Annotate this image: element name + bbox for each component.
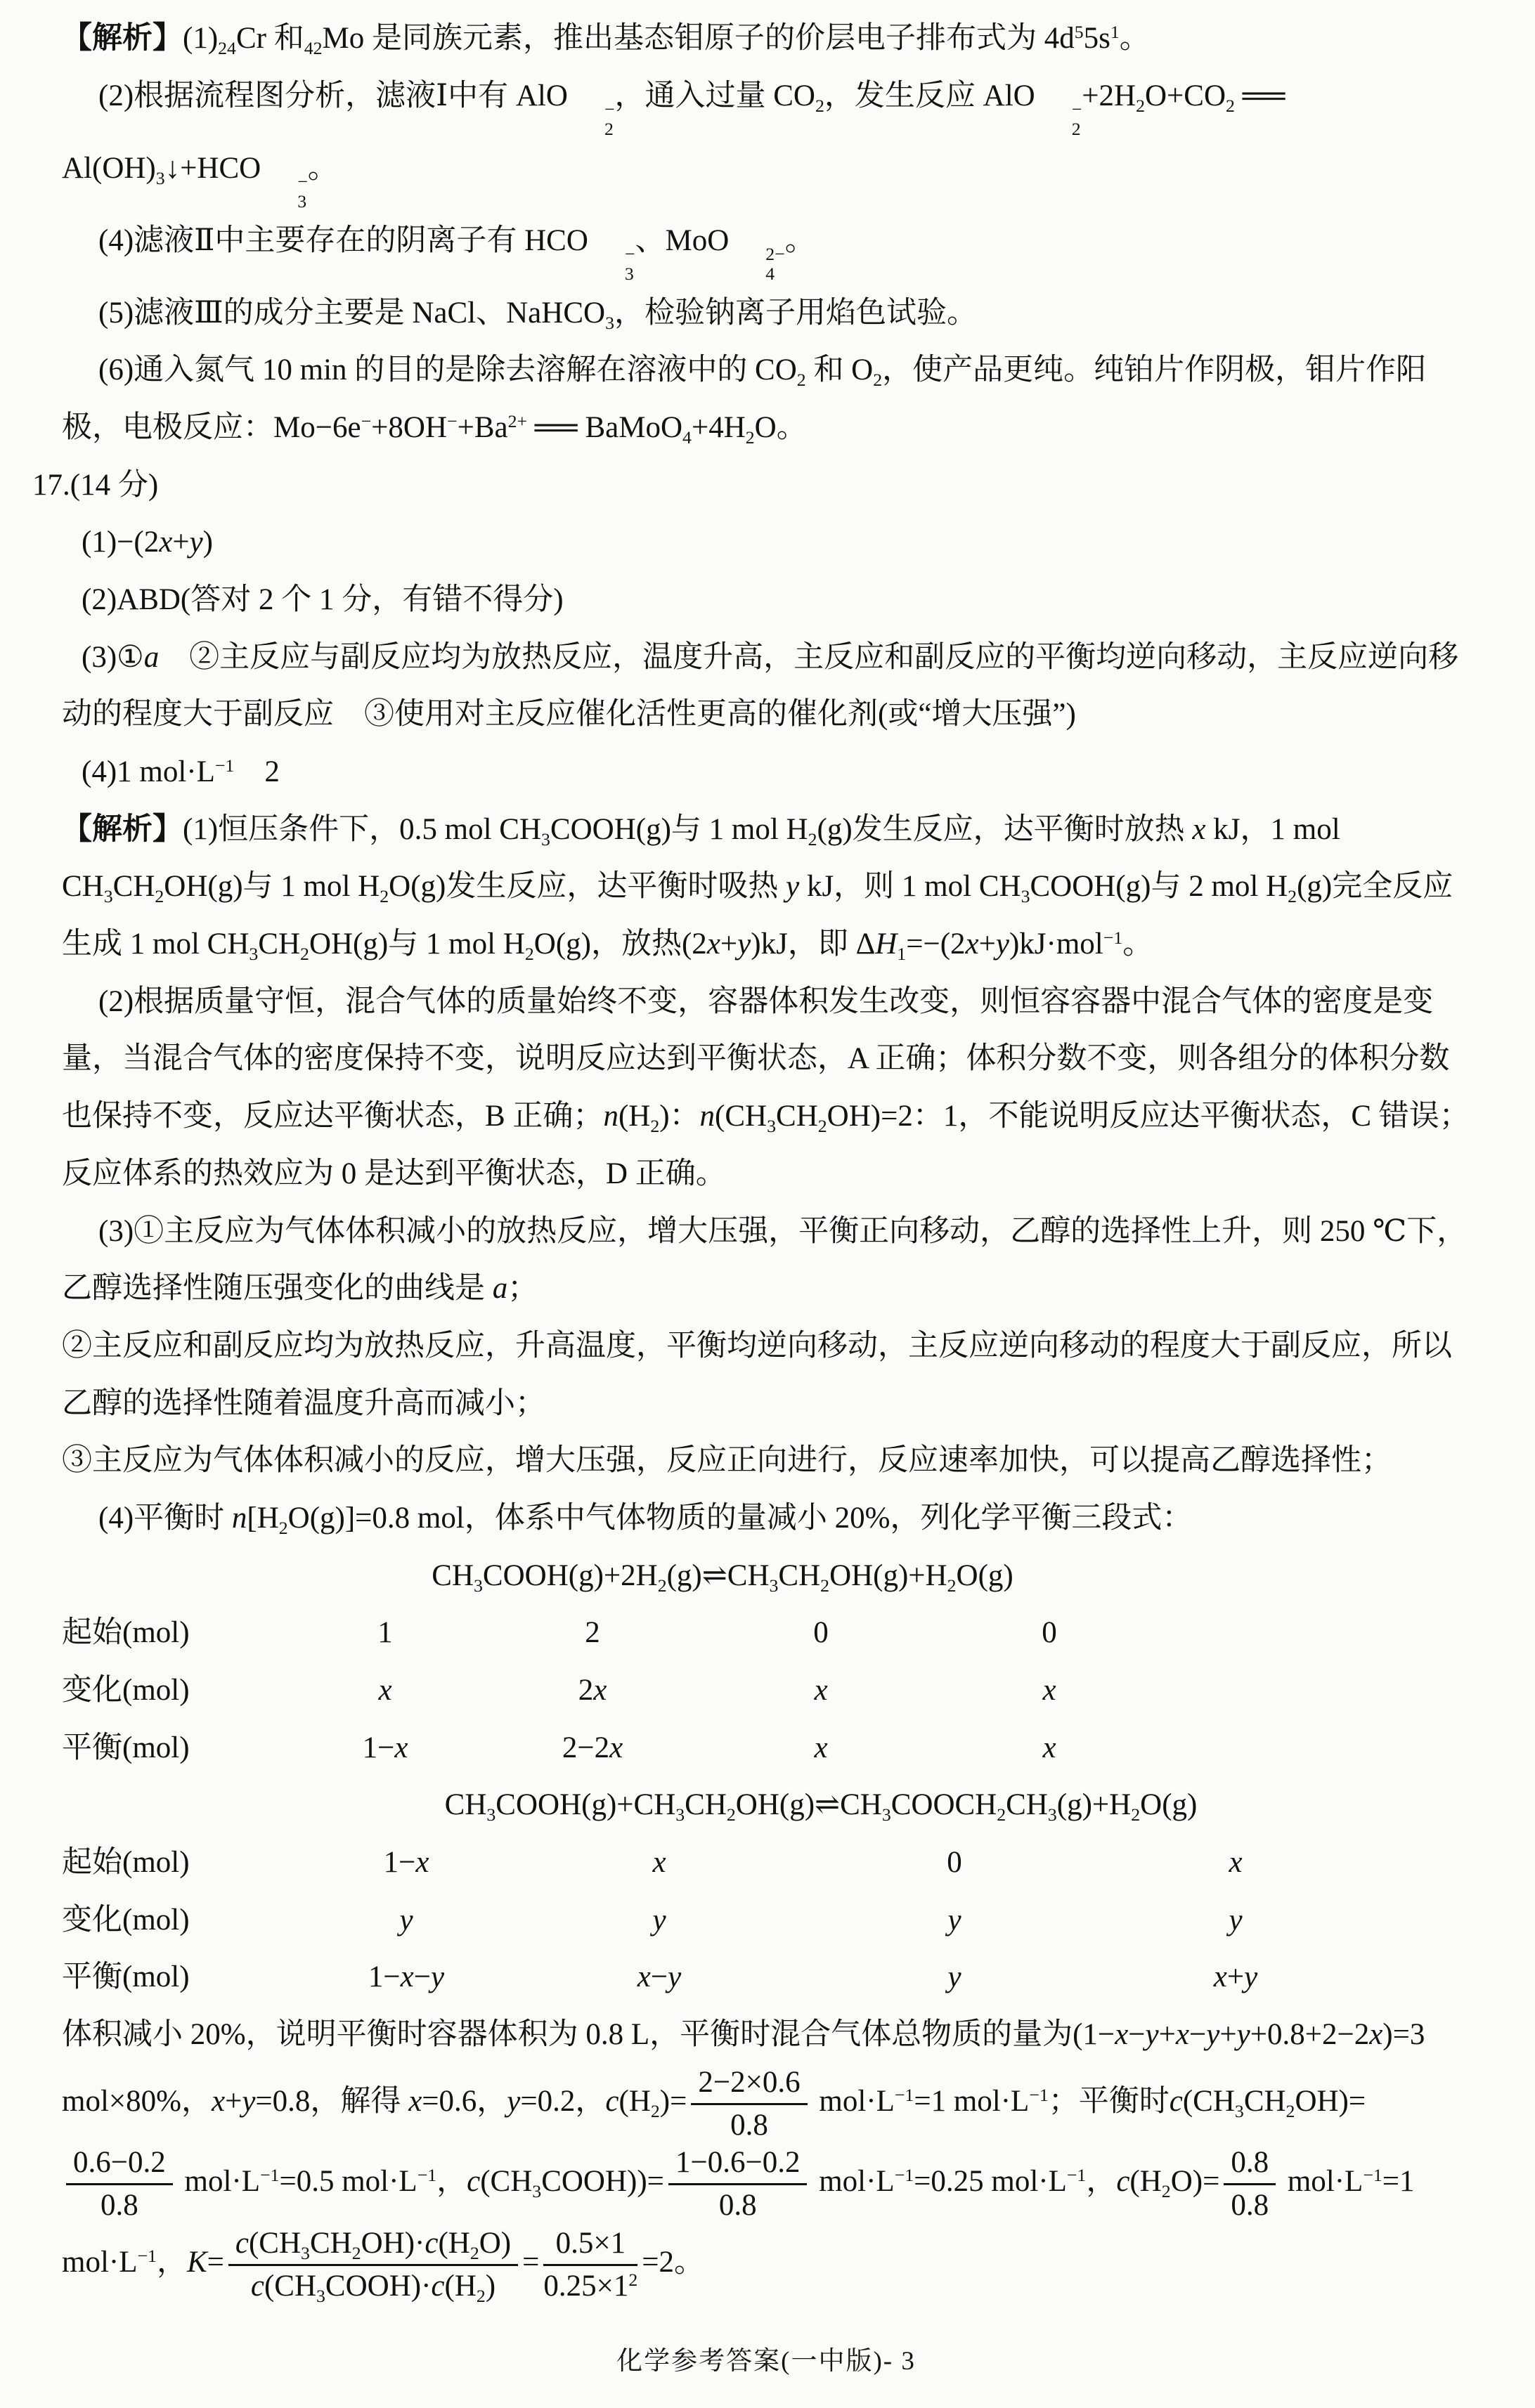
reaction-equation: $CH_3COOH(g)+CH_3CH_2OH(g)\rightleftharpoons CH_3COOCH_2CH_3(g)+H_2O(g)$ [444, 1788, 1198, 1825]
table-cell: 0 [1042, 1616, 1057, 1650]
table-cell: 2x [578, 1674, 607, 1707]
paragraph: ③主反应为气体体积减小的反应，增大压强，反应正向进行，反应速率加快，可以提高乙醇选择性； [62, 1444, 1392, 1478]
table-cell: x [814, 1674, 828, 1707]
paragraph: (4)滤液Ⅱ中主要存在的阴离子有 HCO − 3 、MoO 2− 4 。 [98, 223, 815, 285]
table-cell: x [652, 1846, 666, 1880]
paragraph: 体积减小 20%，说明平衡时容器体积为 0.8 L，平衡时混合气体总物质的量为(1−x−y+x−y+y+0.8+2−2x)=3 mol×80%，x+y=0.8，解得 x=0.6，y=0.2，$c(H_2)=$ $\frac{2-2\times 0.6}{0.8}$ $mol\cdot L^{-1}=1$ $mol\cdot L^{-1}$；平衡时$c(CH_3CH_2OH)=$ $\frac{0.6-0.2}{0.8}$ $mol\cdot L^{-1}=0.5$ $mol\cdot L^{-1}$，$c(CH_3COOH))=$ $\frac{1-0.6-0.2}{0.8}$ $mol\cdot L^{-1}=0.25$ $mol\cdot L^{-1}$，$c(H_2O)=$ $\frac{0.8}{0.8}$ $mol\cdot L^{-1}=1$ $mol\cdot L^{-1}$，K= $\frac{c(CH_3CH_2OH)\cdot c(H_2O)}{c(CH_3COOH)\cdot c(H_2)}$ = $\frac{0.5\times 1}{0.25\times 1^2}$ =2。 [62, 2018, 1425, 2306]
paragraph: (3)①主反应为气体体积减小的放热反应，增大压强，平衡正向移动，乙醇的选择性上升，则 250 ℃下，乙醇选择性随压强变化的曲线是 a； [62, 1214, 1468, 1306]
table-cell: y [399, 1903, 413, 1937]
row-label: 起始(mol) [62, 1616, 190, 1650]
paragraph: (2)根据质量守恒，混合气体的质量始终不变，容器体积发生改变，则恒容容器中混合气体的密度是变量，当混合气体的密度保持不变，说明反应达到平衡状态，A 正确；体积分数不变，则各组分的体积分数也保持不变，反应达平衡状态，B 正确；$n(H_2)$：$n(CH_3CH_2OH)=2$：1，不能说明反应达平衡状态，C 错误；反应体系的热效应为 0 是达到平衡状态，D 正确。 [62, 984, 1470, 1190]
table-cell: x [1042, 1731, 1056, 1764]
paragraph: (3)①a ②主反应与副反应均为放热反应，温度升高，主反应和副反应的平衡均逆向移动，主反应逆向移动的程度大于副反应 ③使用对主反应催化活性更高的催化剂(或“增大压强”) [62, 640, 1459, 731]
reaction-equation: $CH_3COOH(g)+2H_2(g)\rightleftharpoons CH_3CH_2OH(g)+H_2O(g)$ [432, 1558, 1013, 1596]
document-body [32, 10, 1470, 2306]
table-cell: x [378, 1674, 392, 1707]
row-label: 平衡(mol) [62, 1960, 190, 1994]
table-cell: 1 [377, 1616, 393, 1650]
equilibrium-table [62, 1547, 1470, 1777]
paragraph: (4)平衡时 $n[H_2O(g)]=0.8$ mol，体系中气体物质的量减小 20%，列化学平衡三段式： [98, 1501, 1193, 1538]
page-footer: 化学参考答案(一中版)- 3 [616, 2347, 916, 2376]
table-cell: x [814, 1731, 828, 1764]
paragraph: 【解析】$(1)_{24}Cr$ 和$_{42}$Mo 是同族元素，推出基态钼原子的价层电子排布式为 $4d^55s^1$。 [62, 21, 1150, 59]
equilibrium-table [62, 1776, 1470, 2006]
table-cell: x+y [1213, 1960, 1258, 1994]
paragraph: (4)1 $mol\cdot L^{-1}$ 2 [82, 755, 280, 788]
paragraph: (1)−(2x+y) [82, 526, 213, 559]
paragraph: (5)滤液Ⅲ的成分主要是 NaCl、NaHCO$_3$，检验钠离子用焰色试验。 [98, 296, 977, 333]
paragraph: ②主反应和副反应均为放热反应，升高温度，平衡均逆向移动，主反应逆向移动的程度大于副反应，所以乙醇的选择性随着温度升高而减小； [62, 1329, 1452, 1420]
paragraph: (2)ABD(答对 2 个 1 分，有错不得分) [82, 583, 564, 616]
paragraph: 17.(14 分) [32, 468, 159, 502]
table-cell: y [652, 1903, 666, 1937]
row-label: 平衡(mol) [62, 1731, 190, 1764]
table-cell: x [1042, 1674, 1056, 1707]
row-label: 变化(mol) [62, 1903, 190, 1937]
table-cell: y [947, 1903, 961, 1937]
table-cell: x−y [637, 1960, 682, 1994]
table-cell: 2 [585, 1616, 600, 1650]
table-cell: 0 [813, 1616, 829, 1650]
row-label: 变化(mol) [62, 1674, 190, 1707]
row-label: 起始(mol) [62, 1846, 190, 1880]
table-cell: y [947, 1960, 961, 1994]
paragraph: (6)通入氮气 10 min 的目的是除去溶解在溶液中的 $CO_2$ 和 $O_2$，使产品更纯。纯铂片作阴极，钼片作阳极，电极反应：$Mo-6e^-+8OH^-+Ba^{2+}$ ══ $BaMoO_4+4H_2O$。 [62, 353, 1427, 448]
table-cell: 1−x [383, 1846, 429, 1880]
table-cell: x [1229, 1846, 1243, 1880]
table-cell: 2−2x [562, 1731, 623, 1764]
table-cell: 1−x−y [368, 1960, 445, 1994]
paragraph: 【解析】(1)恒压条件下，0.5 mol $CH_3COOH(g)$与 1 mol $H_2(g)$发生反应，达平衡时放热 x kJ，1 mol $CH_3CH_2OH(g)$与 1 mol $H_2O(g)$发生反应，达平衡时吸热 y kJ，则 1 mol $CH_3COOH(g)$与 2 mol $H_2(g)$完全反应生成 1 mol $CH_3CH_2OH(g)$与 1 mol $H_2O(g)$，放热(2x+y)kJ，即 $\Delta H_1=-(2x+y)kJ\cdot mol^{-1}$。 [62, 812, 1453, 965]
table-cell: 1−x [362, 1731, 408, 1764]
table-cell: 0 [947, 1846, 962, 1880]
table-cell: y [1229, 1903, 1243, 1937]
paragraph: (2)根据流程图分析，滤液Ⅰ中有 AlO − 2 ，通入过量 $CO_2$，发生反应 AlO − 2 $+2H_2O+CO_2$ ══ $Al(OH)_3↓+HCO$ − 3 。 [62, 79, 1285, 212]
